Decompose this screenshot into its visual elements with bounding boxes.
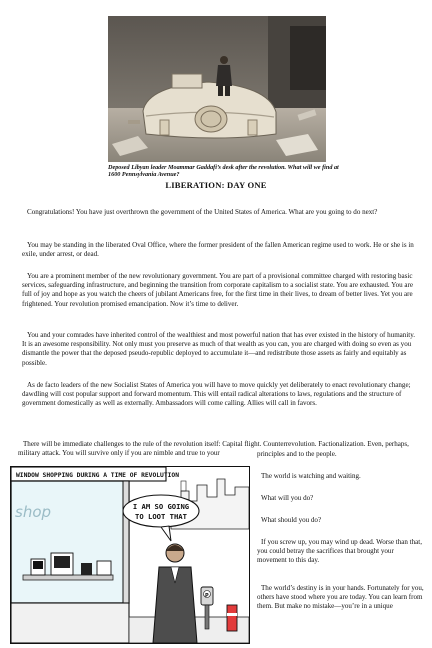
photo-caption: Deposed Libyan leader Moammar Gaddafi’s desk after the revolution. What will we find at 1600 Pennsylvania Avenue?: [108, 164, 339, 179]
speech-line-1: I AM SO GOING: [132, 502, 190, 511]
window-shopping-comic: [10, 466, 250, 644]
paragraph-revolutionary-government: You are a prominent member of the new revolutionary government. You are part of a provisional committee charged with restoring basic services, safeguarding infrastructure, and beginning the transition from corporate capitalism to a socialist state. You are exhausted. You are full of joy and hope as you watch the cheers of jubilant Americans free, for the first time in their lives, to dream of better lives. Yet you are frightened. Your revolution promised emancipation. Now it’s time to deliver.: [22, 272, 413, 308]
paragraph-intro: Congratulations! You have just overthrown the government of the United States of America. What are you going to do next?: [27, 208, 378, 216]
paragraph-oval-office: You may be standing in the liberated Oval Office, where the former president of the fallen American regime used to work. He or she is in exile, under arrest, or dead.: [22, 241, 414, 259]
article-heading: LIBERATION: DAY ONE: [165, 180, 267, 190]
sidebar-paragraph-screw-up: If you screw up, you may wind up dead. Worse than that, you could betray the sacrifices that brought your movement to this day.: [257, 538, 422, 565]
store-sign: shop: [15, 503, 52, 521]
speech-line-2: TO LOOT THAT: [135, 512, 187, 521]
sidebar-paragraph-destiny: The world’s destiny is in your hands. Fortunately for you, others have stood where you are today. You can learn from them. But make no mistake—you’re in a unique: [257, 584, 424, 611]
sidebar-paragraph-what-will-you-do: What will you do?: [261, 494, 314, 502]
paragraph-de-facto-leaders: As de facto leaders of the new Socialist States of America you will have to move quickly yet deliberately to enact revolutionary change; dawdling will cost popular support and forward momentum. This will entail radical alterations to laws, regulations and the structure of government domestically as well as externally. Ambassadors will come calling. Allies will call in favors.: [22, 381, 411, 408]
comic-illustration: [11, 467, 249, 643]
comic-caption-box: WINDOW SHOPPING DURING A TIME OF REVOLUTION: [16, 472, 180, 479]
paragraph-inherited-control: You and your comrades have inherited control of the wealthiest and most powerful nation that has ever existed in the history of humanity. It is an awesome responsibility. Not only must you preserve as much of that wealth as you can, you are charged with doing so even as you dismantle the power that the deposed pseudo-republic deployed to accumulate it—and redistribute those assets as fairly and equitably as possible.: [22, 331, 416, 367]
sidebar-paragraph-principles: principles and to the people.: [257, 450, 337, 458]
gaddafi-desk-photo: [108, 16, 326, 162]
paragraph-challenges: There will be immediate challenges to the rule of the revolution itself: Capital flight. Counterrevolution. Factionalization. Even, perhaps, military attack. You will survive only if you are nimble and true to your: [18, 440, 409, 458]
sidebar-paragraph-what-should-you-do: What should you do?: [261, 516, 322, 524]
sidebar-paragraph-watching: The world is watching and waiting.: [261, 472, 361, 480]
meter-label: P: [205, 593, 209, 599]
desk-photo-illustration: [108, 16, 326, 162]
